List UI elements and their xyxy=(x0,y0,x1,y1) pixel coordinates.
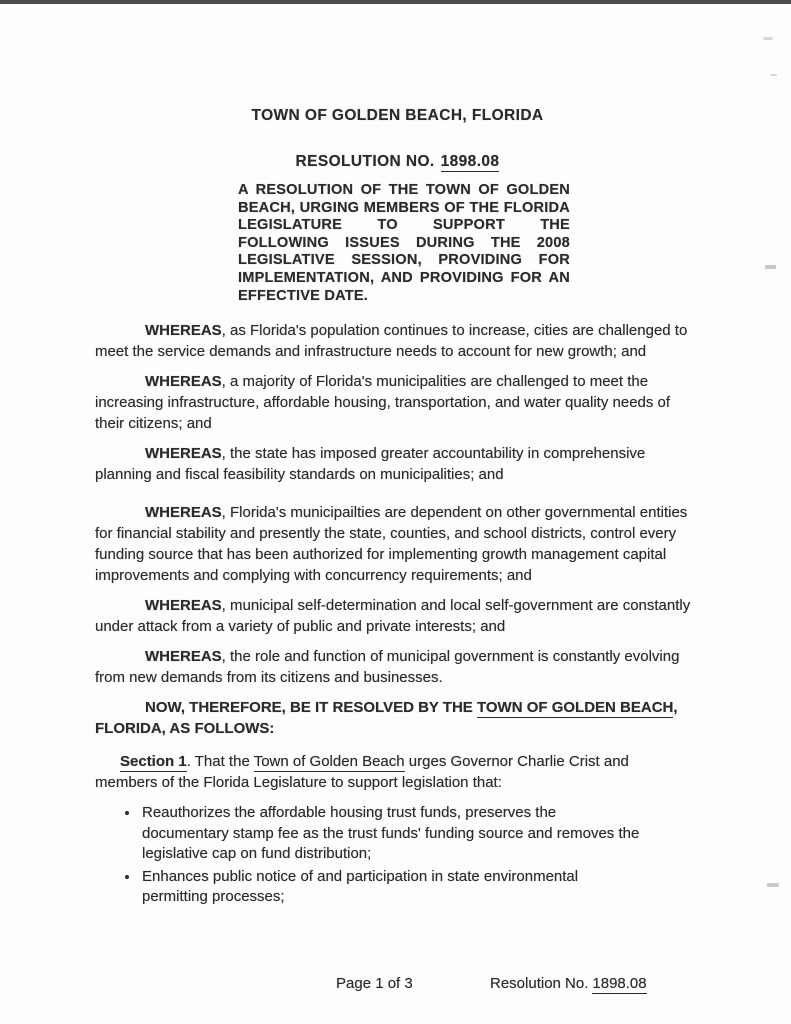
bullet-item-1: • Reauthorizes the affordable housing trust funds, preserves the documentary stamp fee as the trust funds' funding source and removes the legislative cap on fund distribution; xyxy=(140,803,645,865)
resolution-number-value: 1898.08 xyxy=(440,153,500,170)
scan-artifact xyxy=(767,883,779,887)
whereas-text: , Florida's municipailties are dependent on other governmental entities for financial stability and presently the state, counties, and school districts, control every funding source that has been authorized for implementing growth management capital improvements and complying with concurrency requirements; and xyxy=(95,504,688,585)
resolution-number-label: RESOLUTION NO. xyxy=(295,153,435,170)
whereas-text: , as Florida's population continues to increase, cities are challenged to meet the service demands and infrastructure needs to account for new growth; and xyxy=(95,322,688,361)
page-indicator: Page 1 of 3 xyxy=(336,975,413,992)
resolved-post: , FLORIDA, AS FOLLOWS: xyxy=(95,699,678,738)
whereas-clause-4 xyxy=(95,502,695,586)
scan-artifact xyxy=(763,37,773,40)
whereas-clause-1 xyxy=(95,320,695,362)
resolved-pre: NOW, THEREFORE, BE IT RESOLVED BY THE xyxy=(145,699,477,717)
resolution-summary-block: A RESOLUTION OF THE TOWN OF GOLDEN BEACH, URGING MEMBERS OF THE FLORIDA LEGISLATURE TO SUPPORT THE FOLLOWING ISSUES DURING THE 2008 LEGISLATIVE SESSION, PROVIDING FOR IMPLEMENTATION, AND PROVIDING FOR AN EFFECTIVE DATE. xyxy=(238,182,570,304)
scan-artifact xyxy=(765,265,776,269)
section-1-post: urges Governor Charlie Crist and members of the Florida Legislature to support legislation that: xyxy=(95,753,629,792)
whereas-lead: WHEREAS xyxy=(145,322,222,340)
section-1-pre: . That the xyxy=(186,753,254,771)
footer-resolution-number: 1898.08 xyxy=(592,975,647,992)
whereas-text: , a majority of Florida's municipalities are challenged to meet the increasing infrastructure, affordable housing, transportation, and water quality needs of their citizens; and xyxy=(95,373,671,433)
document-title: TOWN OF GOLDEN BEACH, FLORIDA xyxy=(251,107,544,124)
whereas-clause-3 xyxy=(95,443,695,485)
document-content xyxy=(95,0,700,910)
resolved-clause xyxy=(95,697,695,739)
section-1-underlined: Town of Golden Beach xyxy=(253,753,405,771)
footer-resolution-label: Resolution No. xyxy=(490,975,589,992)
whereas-text: , the role and function of municipal government is constantly evolving from new demands from its citizens and businesses. xyxy=(95,648,680,687)
whereas-lead: WHEREAS xyxy=(145,445,222,463)
whereas-clause-5 xyxy=(95,595,695,637)
resolved-underlined: TOWN OF GOLDEN BEACH xyxy=(476,699,674,717)
scan-artifact xyxy=(770,74,777,76)
resolution-number-heading xyxy=(95,152,700,171)
whereas-lead: WHEREAS xyxy=(145,504,222,522)
bullet-item-2: • Enhances public notice of and participation in state environmental permitting processes; xyxy=(140,867,645,908)
section-1-label: Section 1 xyxy=(120,753,187,771)
whereas-lead: WHEREAS xyxy=(145,597,222,615)
whereas-lead: WHEREAS xyxy=(145,648,222,666)
legislation-bullet-list xyxy=(95,803,645,908)
whereas-text: , municipal self-determination and local self-government are constantly under attack from a variety of public and private interests; and xyxy=(95,597,691,636)
whereas-lead: WHEREAS xyxy=(145,373,222,391)
section-1-clause xyxy=(95,751,695,793)
whereas-clause-2 xyxy=(95,371,695,434)
whereas-clause-6 xyxy=(95,646,695,688)
whereas-text: , the state has imposed greater accountability in comprehensive planning and fiscal feasibility standards on municipalities; and xyxy=(95,445,646,484)
footer-resolution-reference xyxy=(490,975,647,992)
